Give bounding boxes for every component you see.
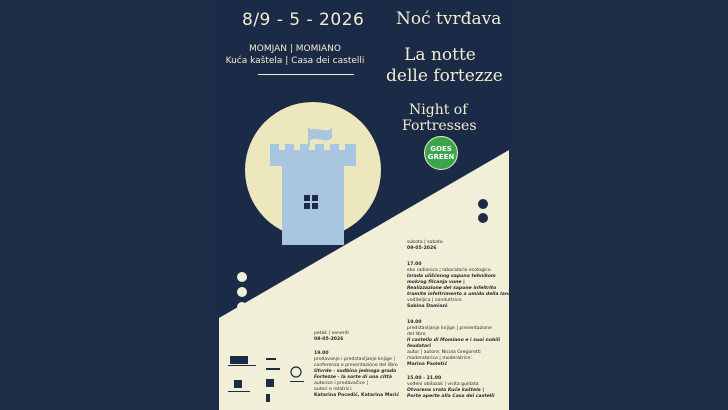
- dot-decoration: [478, 184, 488, 194]
- event-line: autorice i predavačice |: [314, 381, 369, 386]
- event-line: Il castello di Momiano e i suoi nobili: [407, 338, 500, 343]
- dot-decoration: [237, 272, 247, 282]
- museum-logo: [228, 380, 250, 392]
- venue-line: MOMJAN | MOMIANO: [249, 44, 341, 54]
- title-croatian: Noć tvrđava: [396, 9, 502, 29]
- event-line: Otvorena vrata Kuće kaštela |: [407, 388, 485, 393]
- event-line: predavanje i predstavljanje knjige |: [314, 357, 395, 362]
- event-time: 19.00: [407, 320, 422, 325]
- event-time: 19.00: [314, 351, 329, 356]
- event-line: Marina Paoletić: [407, 362, 448, 367]
- event-line: Sabina Damiani: [407, 304, 448, 309]
- event-date: 8/9 - 5 - 2026: [242, 10, 365, 30]
- title-english: Night of: [409, 102, 468, 118]
- saturday-block: [407, 240, 443, 252]
- event-line: moderatorica | moderatrice:: [407, 356, 472, 361]
- event-time: 17.00: [407, 262, 422, 267]
- day-label: subota | sabato: [407, 240, 443, 245]
- badge-text: GOES: [430, 145, 452, 153]
- event-line: mokrog filcanja vune |: [407, 280, 465, 285]
- event-line: vođeni obilazak | visita guidata: [407, 382, 479, 387]
- day-date: 09-05-2026: [407, 246, 437, 251]
- goes-green-badge: [424, 136, 458, 170]
- event-line: voditeljica | conduttrice:: [407, 298, 463, 303]
- dot-decoration: [237, 287, 247, 297]
- event-line: Izrada ulišćenog sapuna tehnikom: [407, 274, 496, 279]
- title-italian: La notte: [404, 45, 476, 65]
- dot-decoration: [478, 199, 488, 209]
- venue-line: Kuća kaštela | Casa dei castelli: [225, 56, 365, 66]
- event-line: autori e relatrici:: [314, 387, 353, 392]
- badge-text: GREEN: [427, 153, 455, 161]
- event-line: predstavljanje knjige | presentazione: [407, 326, 492, 331]
- event-line: del libro: [407, 332, 426, 337]
- event-item: [314, 351, 399, 399]
- event-line: eko radionica | laboratorio ecologico: [407, 268, 491, 273]
- event-line: autor | autore: Nicola Gregoretti: [407, 350, 481, 355]
- event-line: tramite infeltrimento a umido della lana: [407, 292, 512, 297]
- castle-logo: [228, 356, 256, 366]
- friday-block: [314, 331, 349, 343]
- event-line: feudatari: [407, 344, 431, 349]
- day-date: 08-05-2026: [314, 337, 344, 342]
- event-line: Utvrde - sudbina jednoga grada: [314, 369, 397, 374]
- istria-logo: [266, 358, 280, 387]
- event-line: Realizzazione del sapone infeltrito: [407, 286, 497, 291]
- event-item: [407, 376, 494, 400]
- day-label: petak | venerdì: [314, 331, 349, 336]
- dot-decoration: [237, 302, 247, 312]
- event-line: Katarina Pocedić, Katarina Marić: [314, 393, 400, 398]
- dot-decoration: [478, 213, 488, 223]
- sponsor-logos: [226, 354, 308, 406]
- event-time: 15.00 - 21.00: [407, 376, 442, 381]
- event-item: [407, 320, 500, 368]
- event-line: Fortezze - la sorte di una città: [314, 375, 392, 380]
- divider: [258, 74, 354, 75]
- title-english: Fortresses: [402, 118, 477, 134]
- event-item: [407, 262, 511, 310]
- event-line: conferenza e presentazione del libro: [314, 363, 398, 368]
- event-line: Porte aperte alla Casa dei castelli: [407, 394, 495, 399]
- title-italian: delle fortezze: [386, 66, 503, 86]
